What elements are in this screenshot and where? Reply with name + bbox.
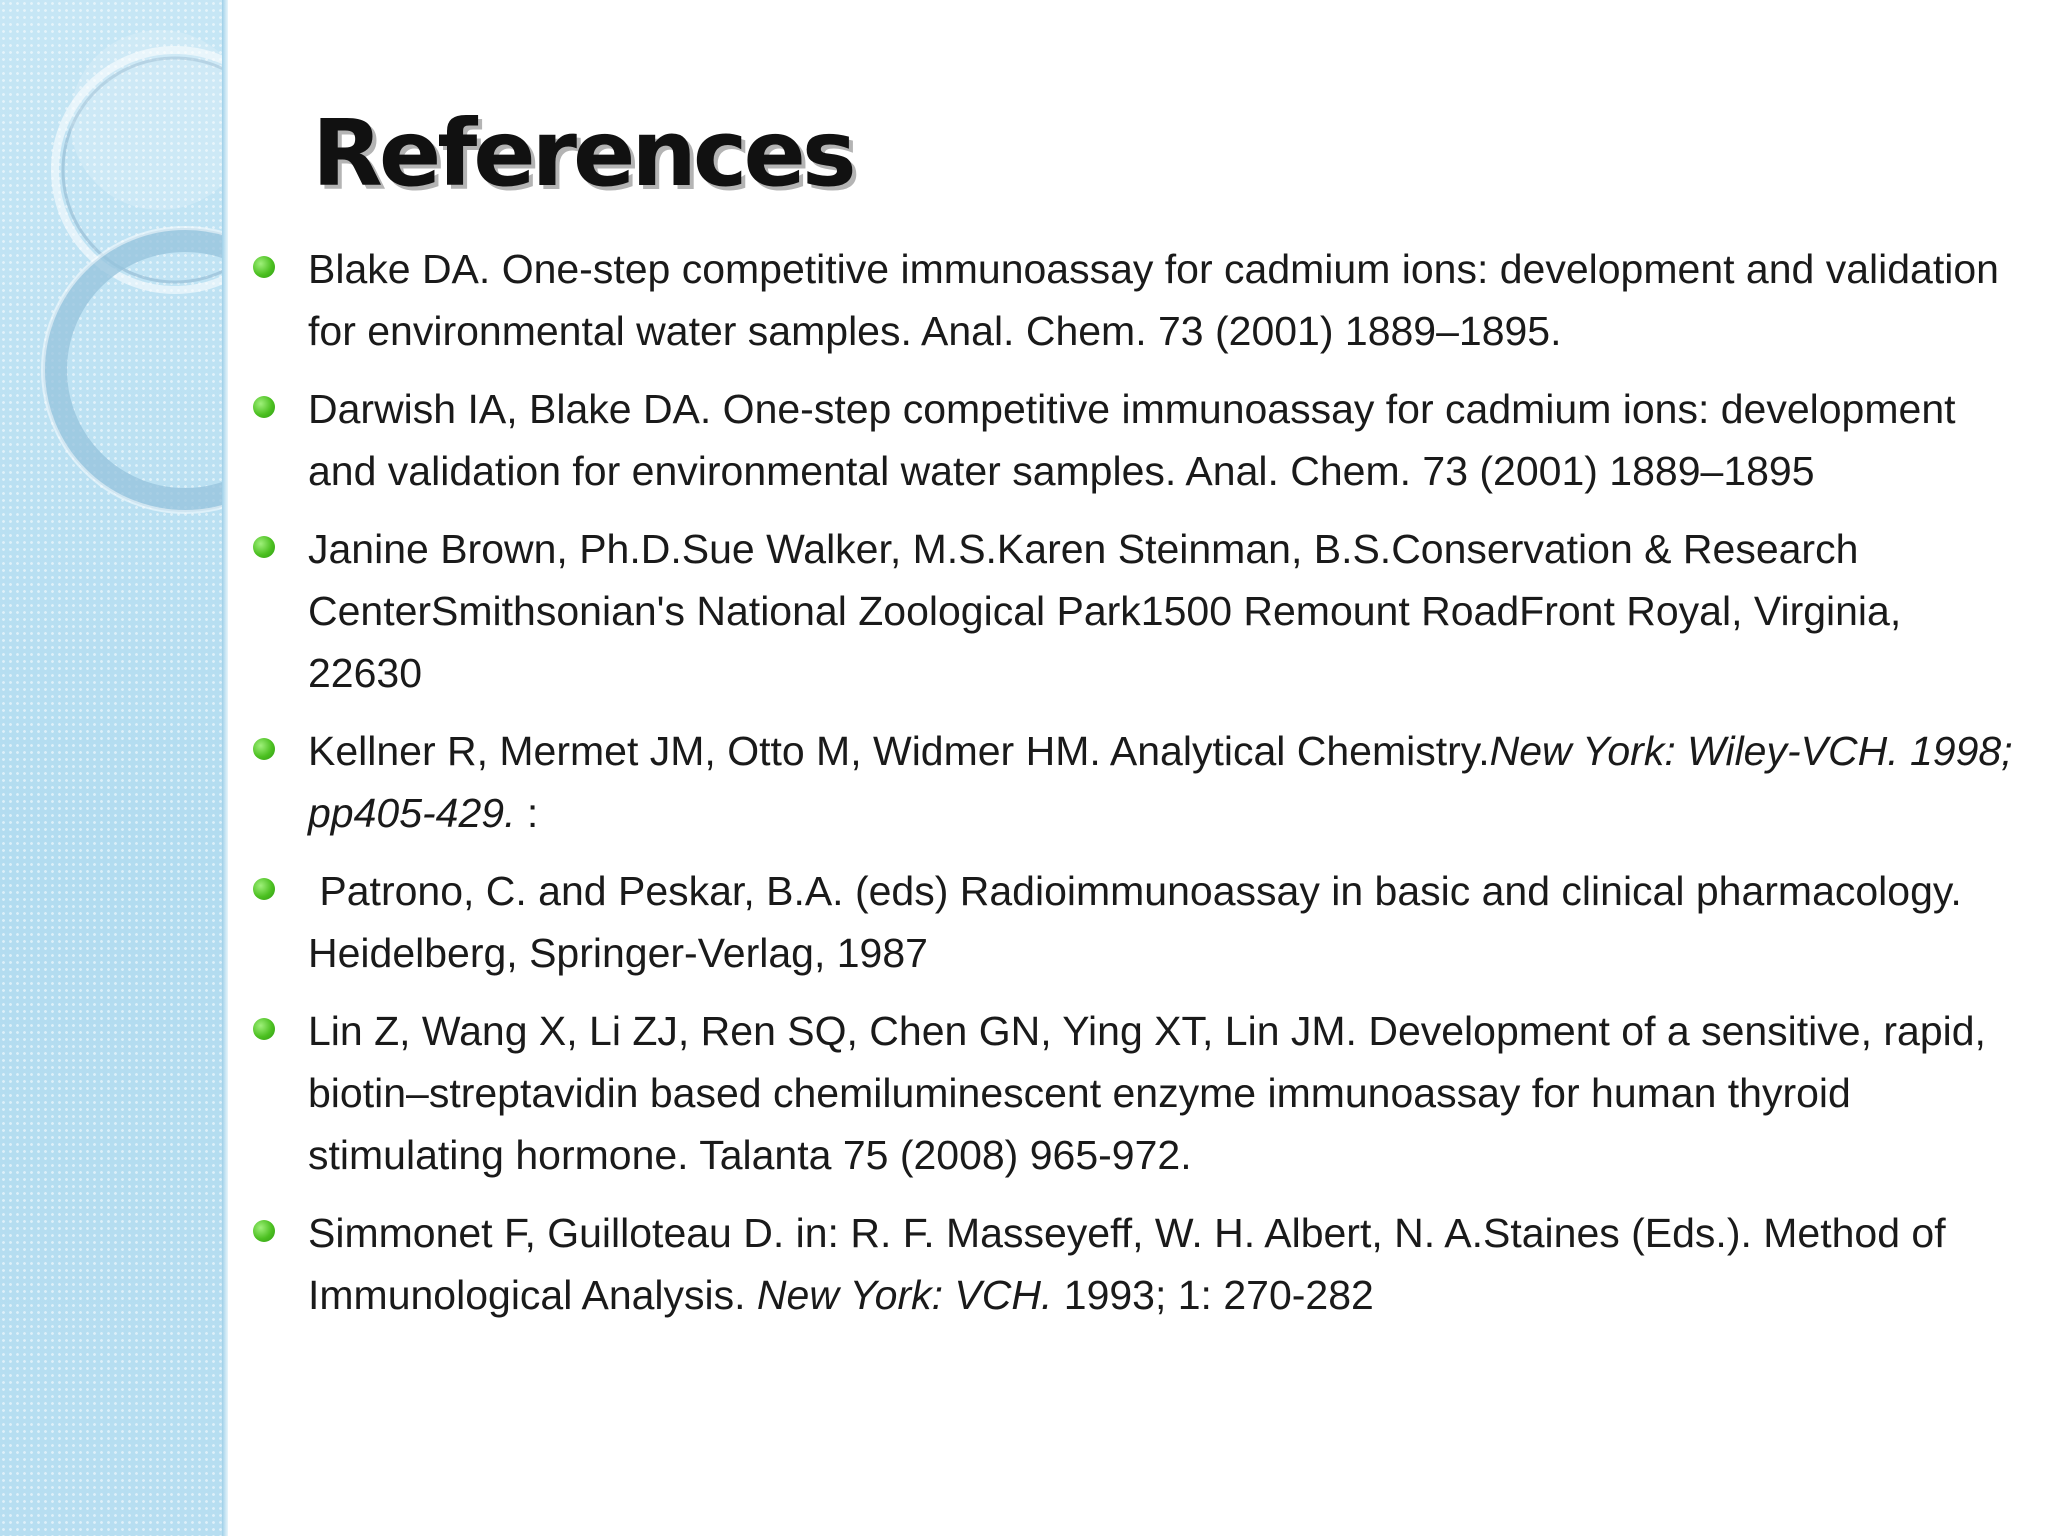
- list-item: [244, 518, 2024, 704]
- bullet-icon: [253, 878, 275, 900]
- reference-italic: New York: Wiley-VCH. 1998; pp405-429.: [308, 728, 2013, 836]
- reference-text: Simmonet F, Guilloteau D. in: R. F. Masseyeff, W. H. Albert, N. A.Staines (Eds.). Method of Immunological Analysis.: [308, 1210, 1946, 1318]
- reference-italic: New York: VCH.: [756, 1272, 1053, 1318]
- list-item: [244, 1202, 2024, 1326]
- reference-text: Blake DA. One-step competitive immunoassay for cadmium ions: development and validation for environmental water samples. Anal. Chem. 73 (2001) 1889–1895.: [308, 246, 1999, 354]
- reference-text: Lin Z, Wang X, Li ZJ, Ren SQ, Chen GN, Ying XT, Lin JM. Development of a sensitive, rapid, biotin–streptavidin based chemiluminescent enzyme immunoassay for human thyroid stimulating hormone. Talanta 75 (2008) 965-972.: [308, 1008, 1986, 1178]
- reference-tail: 1993; 1: 270-282: [1052, 1272, 1374, 1318]
- list-item: [244, 860, 2024, 984]
- reference-text: Janine Brown, Ph.D.Sue Walker, M.S.Karen Steinman, B.S.Conservation & Research CenterSmithsonian's National Zoological Park1500 Remount RoadFront Royal, Virginia, 22630: [308, 526, 1902, 696]
- sidebar-edge: [222, 0, 228, 1536]
- list-item: [244, 238, 2024, 362]
- bullet-icon: [253, 1018, 275, 1040]
- list-item: [244, 720, 2024, 844]
- bullet-icon: [253, 536, 275, 558]
- reference-list: [244, 238, 2024, 1342]
- bullet-icon: [253, 1220, 275, 1242]
- reference-text: Darwish IA, Blake DA. One-step competitive immunoassay for cadmium ions: development and validation for environmental water samples. Anal. Chem. 73 (2001) 1889–1895: [308, 386, 1956, 494]
- reference-text: Patrono, C. and Peskar, B.A. (eds) Radioimmunoassay in basic and clinical pharmacology. Heidelberg, Springer-Verlag, 1987: [308, 868, 1974, 976]
- reference-text: Kellner R, Mermet JM, Otto M, Widmer HM. Analytical Chemistry.: [308, 728, 1490, 774]
- page-title: References: [312, 100, 853, 207]
- bullet-icon: [253, 738, 275, 760]
- bullet-icon: [253, 256, 275, 278]
- decorative-sidebar: [0, 0, 228, 1536]
- bullet-icon: [253, 396, 275, 418]
- list-item: [244, 378, 2024, 502]
- decorative-rings: [0, 0, 228, 1536]
- list-item: [244, 1000, 2024, 1186]
- reference-tail: :: [515, 790, 539, 836]
